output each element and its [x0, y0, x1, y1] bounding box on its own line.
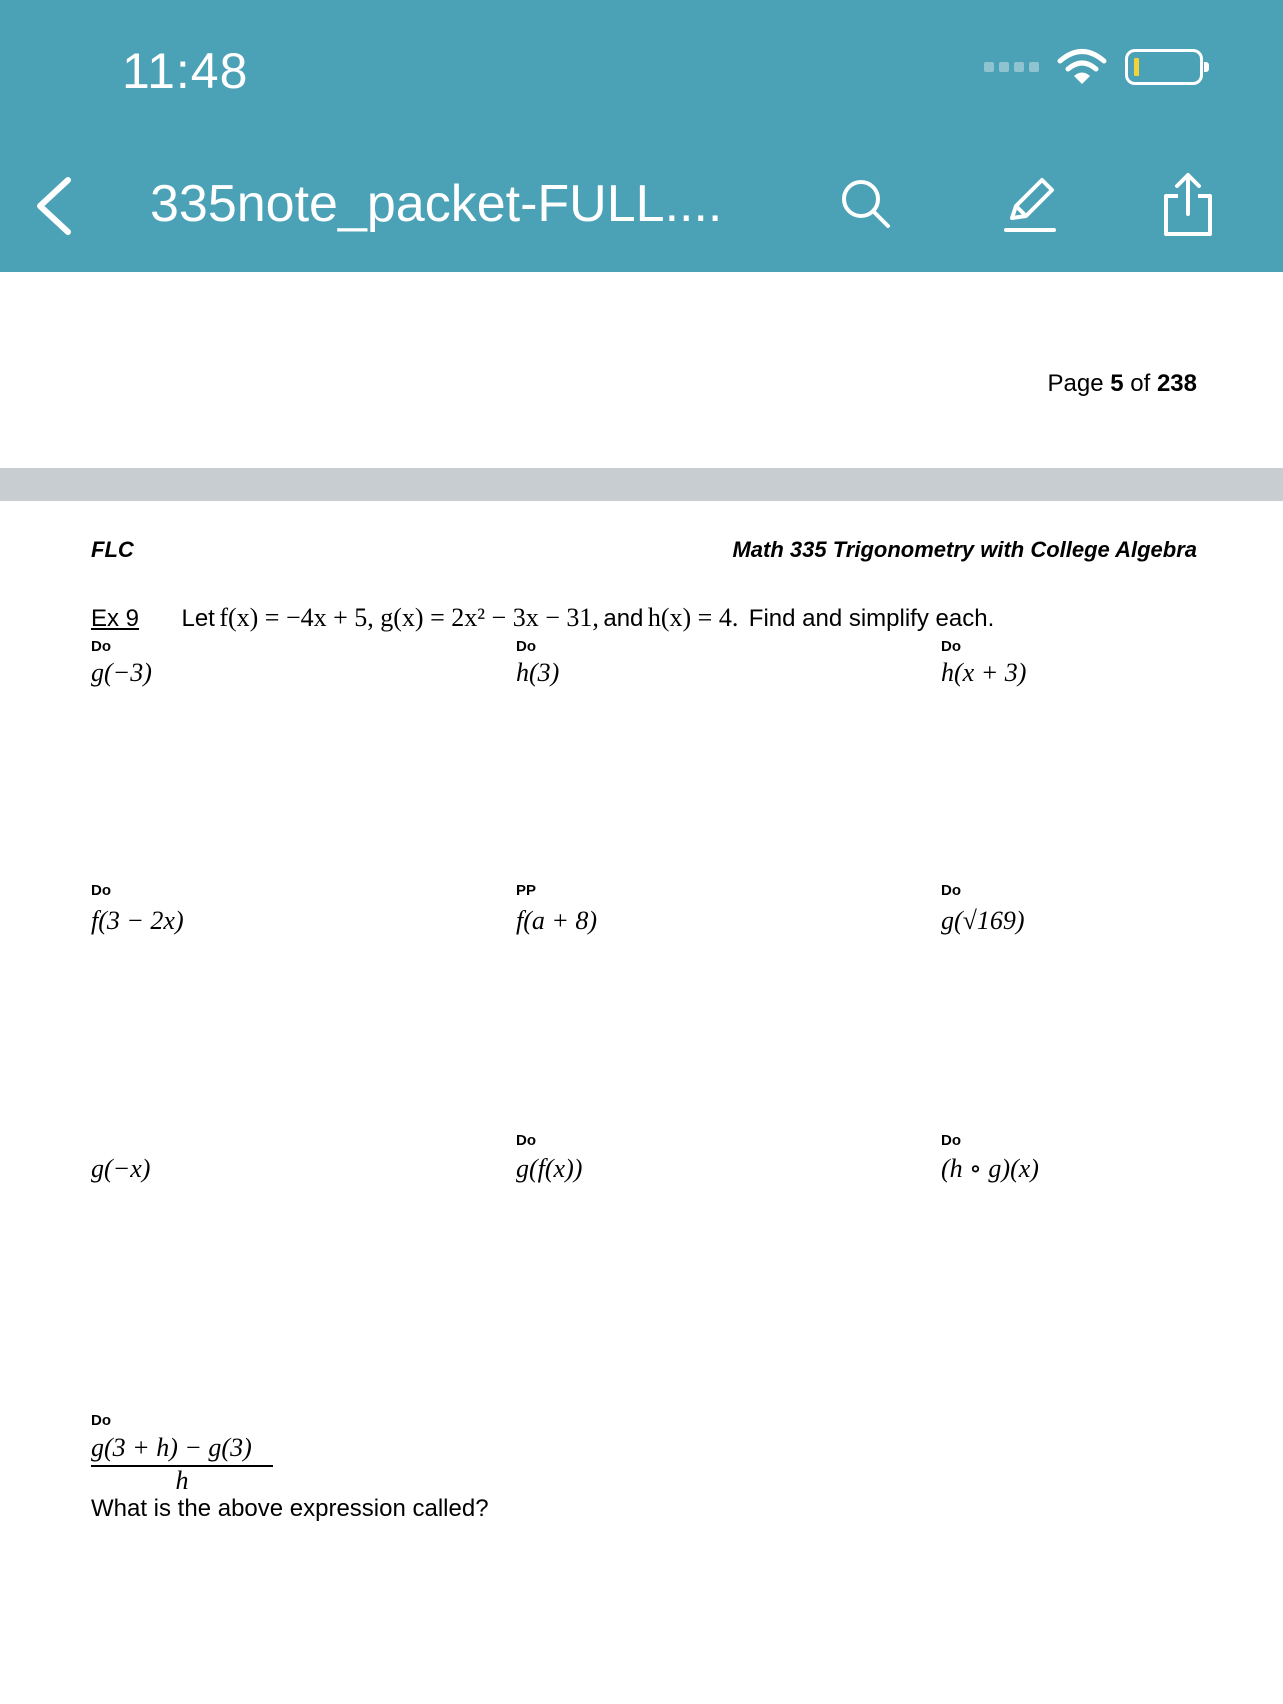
document-title: 335note_packet-FULL....	[150, 175, 723, 233]
nav-bar	[0, 160, 1283, 250]
signal-dots-icon	[984, 62, 1039, 72]
instruction-tail: Find and simplify each.	[748, 605, 995, 632]
share-icon[interactable]	[1158, 172, 1218, 238]
page-indicator: Page 5 of 238	[1047, 370, 1197, 397]
problem-expression: (h ∘ g)(x)	[941, 1154, 1039, 1183]
dq-question: What is the above expression called?	[91, 1495, 489, 1522]
page-separator	[0, 468, 1283, 501]
battery-icon	[1125, 49, 1203, 85]
problem-tag: Do	[91, 638, 111, 655]
problem-tag: Do	[941, 638, 961, 655]
problem-expression: f(3 − 2x)	[91, 906, 184, 935]
back-chevron-icon[interactable]	[30, 176, 80, 236]
pdf-page[interactable]	[0, 501, 1283, 1704]
header-left: FLC	[91, 537, 134, 562]
page-indicator-bar	[0, 272, 1283, 468]
problem-expression: h(3)	[516, 658, 560, 687]
example-label: Ex 9	[91, 605, 140, 632]
problem-tag: Do	[91, 882, 111, 899]
problem-expression: f(a + 8)	[516, 906, 598, 935]
definitions: f(x) = −4x + 5, g(x) = 2x² − 3x − 31,	[219, 603, 599, 632]
problem-tag: PP	[516, 882, 537, 899]
status-time: 11:48	[122, 43, 249, 99]
and-word: and	[603, 605, 644, 632]
problem-expression: g(−3)	[91, 658, 152, 687]
problem-tag: Do	[941, 1132, 961, 1149]
header-right: Math 335 Trigonometry with College Algebra	[732, 537, 1197, 562]
example-statement	[91, 603, 994, 633]
dq-numerator: g(3 + h) − g(3)	[91, 1433, 273, 1467]
dq-denominator: h	[175, 1466, 189, 1495]
search-icon[interactable]	[836, 172, 896, 238]
problem-tag: Do	[516, 638, 536, 655]
top-bar	[0, 0, 1283, 272]
difference-quotient	[91, 1433, 273, 1495]
problem-expression: g(−x)	[91, 1154, 151, 1183]
h-definition: h(x) = 4.	[647, 603, 739, 632]
status-icons	[984, 48, 1203, 86]
problem-expression: g(f(x))	[516, 1154, 583, 1183]
problem-tag: Do	[941, 882, 961, 899]
instruction-lead: Let	[181, 605, 215, 632]
problem-expression: g(√169)	[941, 906, 1025, 935]
dq-tag: Do	[91, 1412, 111, 1429]
markup-pen-icon[interactable]	[1000, 172, 1060, 238]
problem-expression: h(x + 3)	[941, 658, 1027, 687]
problem-tag: Do	[516, 1132, 536, 1149]
wifi-icon	[1057, 48, 1107, 86]
